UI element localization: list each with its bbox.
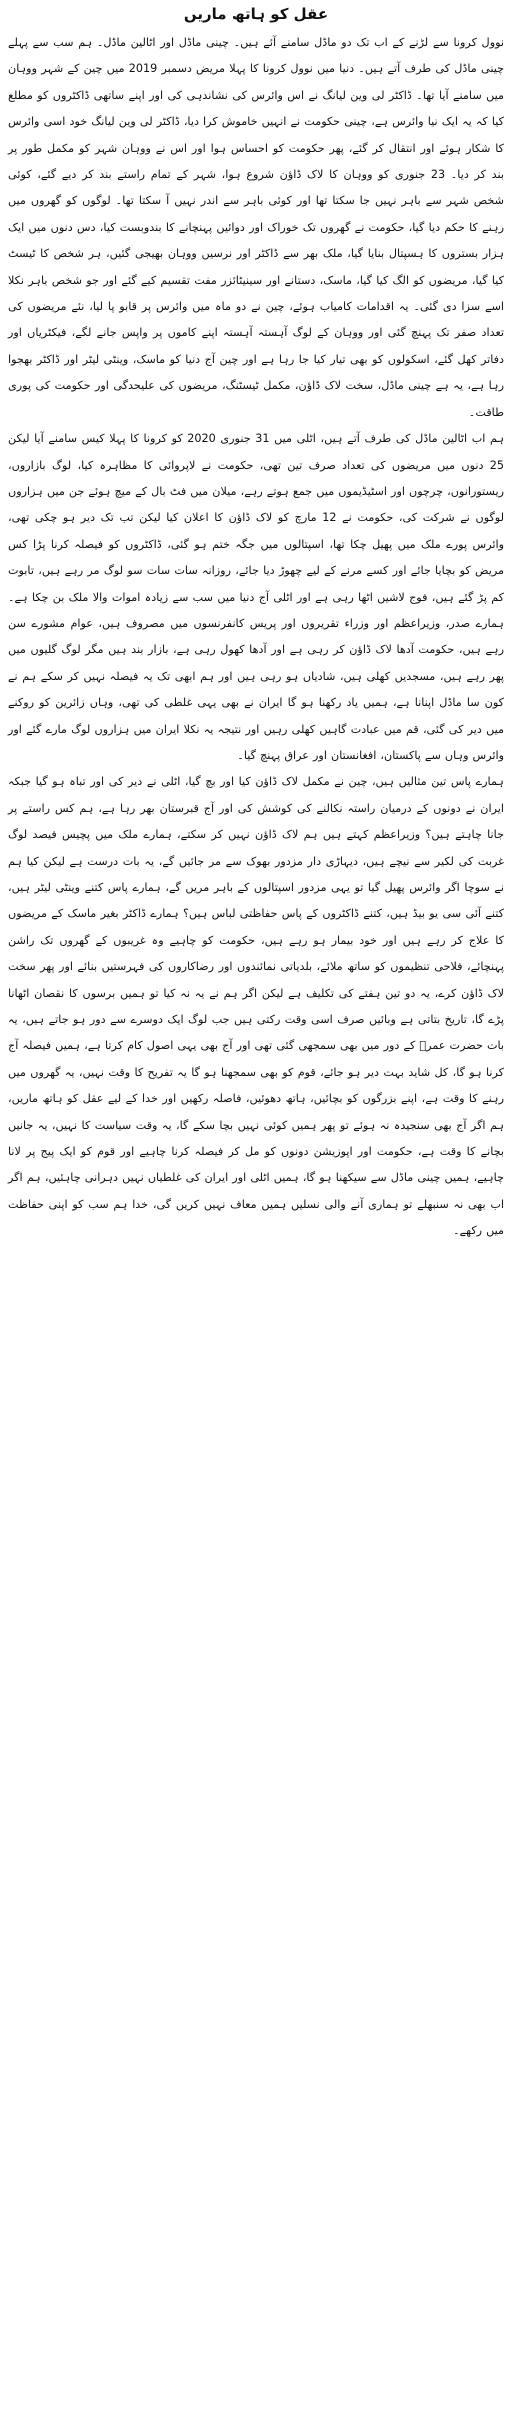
article-paragraph: نوول کرونا سے لڑنے کے اب تک دو ماڈل سامنے آئے ہیں۔ چینی ماڈل اور اٹالین ماڈل۔ ہم سب سے پہلے چینی ماڈل کی طرف آتے ہیں۔ دنیا میں نوول کرونا کا پہلا مریض دسمبر 2019 میں چین کے شہر ووہان میں سامنے آیا تھا۔ ڈاکٹر لی وین لیانگ نے اس وائرس کی نشاندہی کی اور اپنے ساتھی ڈاکٹروں کو مطلع کیا کہ یہ ایک نیا وائرس ہے، چینی حکومت نے انہیں خاموش کرا دیا، ڈاکٹر لی وین لیانگ خود اسی وائرس کا شکار ہوئے اور انتقال کر گئے، پھر حکومت کو احساس ہوا اور اس نے ووہان شہر کو مکمل طور پر بند کر دیا۔ 23 جنوری کو ووہان کا لاک ڈاؤن شروع ہوا، شہر کے تمام راستے بند کر دیے گئے، کوئی شخص شہر سے باہر نہیں جا سکتا تھا اور کوئی باہر سے اندر نہیں آ سکتا تھا۔ لوگوں کو گھروں میں رہنے کا حکم دیا گیا، حکومت نے گھروں تک خوراک اور دوائیں پہنچانے کا بندوبست کیا، دس دنوں میں ایک ہزار بستروں کا ہسپتال بنایا گیا، ملک بھر سے ڈاکٹر اور نرسیں ووہان بھیجی گئیں، ہر شخص کا ٹیسٹ کیا گیا، مریضوں کو الگ کیا گیا، ماسک، دستانے اور سینیٹائزر مفت تقسیم کیے گئے اور جو شخص باہر نکلا اسے سزا دی گئی۔ یہ اقدامات کامیاب ہوئے، چین نے دو ماہ میں وائرس پر قابو پا لیا، نئے مریضوں کی تعداد صفر تک پہنچ گئی اور ووہان کے لوگ آہستہ آہستہ اپنے کاموں پر واپس جانے لگے، فیکٹریاں اور دفاتر کھل گئے، اسکولوں کو بھی تیار کیا جا رہا ہے اور چین آج دنیا کو ماسک، وینٹی لیٹر اور ڈاکٹر بھجوا رہا ہے، یہ ہے چینی ماڈل، سخت لاک ڈاؤن، مکمل ٹیسٹنگ، مریضوں کی علیحدگی اور حکومت کی پوری طاقت۔ xyxy=(8,36,504,419)
article-paragraph: ہمارے پاس تین مثالیں ہیں، چین نے مکمل لاک ڈاؤن کیا اور بچ گیا، اٹلی نے دیر کی اور تباہ ہو گیا جبکہ ایران نے دونوں کے درمیان راستہ نکالنے کی کوشش کی اور آج قبرستان بھر رہا ہے، ہم کس راستے پر جانا چاہتے ہیں؟ وزیراعظم کہتے ہیں ہم لاک ڈاؤن نہیں کر سکتے، ہمارے ملک میں پچیس فیصد لوگ غربت کی لکیر سے نیچے ہیں، دیہاڑی دار مزدور بھوک سے مر جائیں گے، یہ بات درست ہے لیکن کیا ہم نے سوچا اگر وائرس پھیل گیا تو یہی مزدور اسپتالوں کے باہر مریں گے، ہمارے پاس کتنے وینٹی لیٹر ہیں، کتنے آئی سی یو بیڈ ہیں، کتنے ڈاکٹروں کے پاس حفاظتی لباس ہیں؟ ہمارے ڈاکٹر بغیر ماسک کے مریضوں کا علاج کر رہے ہیں اور خود بیمار ہو رہے ہیں، حکومت کو چاہیے وہ غریبوں کے گھروں تک راشن پہنچائے، فلاحی تنظیموں کو ساتھ ملائے، بلدیاتی نمائندوں اور رضاکاروں کی فہرستیں بنائے اور پھر سخت لاک ڈاؤن کرے، یہ دو تین ہفتے کی تکلیف ہے لیکن اگر ہم نے یہ نہ کیا تو ہمیں برسوں کا نقصان اٹھانا پڑے گا، تاریخ بتاتی ہے وبائیں صرف اسی وقت رکتی ہیں جب لوگ ایک دوسرے سے دور ہو جاتے ہیں، یہ بات حضرت عمرؓ کے دور میں بھی سمجھی گئی تھی اور آج بھی یہی اصول کام کرتا ہے، ہمیں فیصلہ آج کرنا ہو گا، کل شاید بہت دیر ہو جائے، قوم کو بھی سمجھنا ہو گا یہ تفریح کا وقت نہیں، یہ گھروں میں رہنے کا وقت ہے، اپنے بزرگوں کو بچائیں، ہاتھ دھوئیں، فاصلہ رکھیں اور خدا کے لیے عقل کو ہاتھ ماریں، ہم اگر آج بھی سنجیدہ نہ ہوئے تو پھر ہمیں کوئی نہیں بچا سکے گا، یہ وقت سیاست کا نہیں، یہ جانیں بچانے کا وقت ہے، حکومت اور اپوزیشن دونوں کو مل کر فیصلہ کرنا چاہیے اور قوم کو ایک پیج پر لانا چاہیے، ہمیں چینی ماڈل سے سیکھنا ہو گا، ہمیں اٹلی اور ایران کی غلطیاں نہیں دہرانی چاہئیں، ہم اگر اب بھی نہ سنبھلے تو ہماری آنے والی نسلیں ہمیں معاف نہیں کریں گی، خدا ہم سب کو اپنی حفاظت میں رکھے۔ xyxy=(8,775,504,1238)
article-paragraph: ہم اب اٹالین ماڈل کی طرف آتے ہیں، اٹلی میں 31 جنوری 2020 کو کرونا کا پہلا کیس سامنے آیا لیکن 25 دنوں میں مریضوں کی تعداد صرف تین تھی، حکومت نے لاپروائی کا مظاہرہ کیا، لوگ بازاروں، ریستورانوں، چرچوں اور اسٹیڈیموں میں جمع ہوتے رہے، میلان میں فٹ بال کے میچ ہوئے جن میں ہزاروں لوگوں نے شرکت کی، حکومت نے 12 مارچ کو لاک ڈاؤن کا اعلان کیا لیکن تب تک دیر ہو چکی تھی، وائرس پورے ملک میں پھیل چکا تھا، اسپتالوں میں جگہ ختم ہو گئی، ڈاکٹروں کو فیصلہ کرنا پڑا کس مریض کو بچایا جائے اور کسے مرنے کے لیے چھوڑ دیا جائے، روزانہ سات سات سو لوگ مر رہے ہیں، تابوت کم پڑ گئے ہیں، فوج لاشیں اٹھا رہی ہے اور اٹلی آج دنیا میں سب سے زیادہ اموات والا ملک بن چکا ہے۔ ہمارے صدر، وزیراعظم اور وزراء تقریروں اور پریس کانفرنسوں میں مصروف ہیں، عوام مشورے سن رہے ہیں، حکومت آدھا لاک ڈاؤن کر رہی ہے اور آدھا کھول رہی ہے، بازار بند ہیں مگر لوگ گلیوں میں پھر رہے ہیں، مسجدیں کھلی ہیں، شادیاں ہو رہی ہیں اور ہم ابھی تک یہ فیصلہ نہیں کر سکے ہم نے کون سا ماڈل اپنانا ہے، ہمیں یاد رکھنا ہو گا ایران نے بھی یہی غلطی کی تھی، وہاں زائرین کو روکنے میں دیر کی گئی، قم میں عبادت گاہیں کھلی رہیں اور نتیجہ یہ نکلا ایران میں ہزاروں لوگ مارے گئے اور وائرس وہاں سے پاکستان، افغانستان اور عراق پہنچ گیا۔ xyxy=(8,432,505,762)
article-title: عقل کو ہاتھ ماریں xyxy=(183,5,329,23)
